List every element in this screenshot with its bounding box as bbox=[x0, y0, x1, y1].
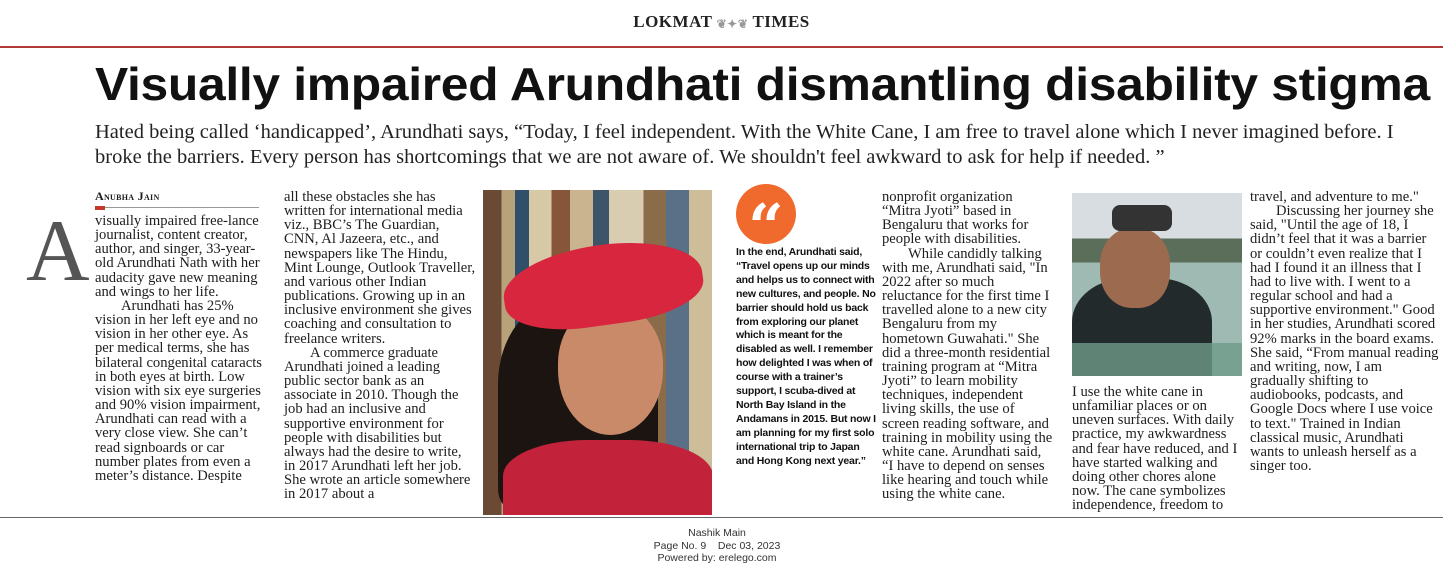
masthead-divider bbox=[0, 46, 1443, 48]
byline: Anubha Jain bbox=[95, 189, 160, 203]
byline-rule bbox=[95, 207, 259, 208]
masthead-left: LOKMAT bbox=[633, 12, 713, 31]
paragraph: travel, and adventure to me." bbox=[1250, 189, 1419, 205]
page-date: Page No. 9 Dec 03, 2023 bbox=[653, 539, 781, 552]
article-column-2 bbox=[284, 190, 476, 501]
paragraph: A commerce graduate Arundhati joined a leading public sector bank as an associate in 2010. Though the job had an inclusive and supportive environment for people with disabilities but always had the desire to write, in 2017 Arundhati left her job. She wrote an article somewhere in 2017 about a bbox=[284, 344, 471, 503]
masthead-logo bbox=[0, 12, 1443, 32]
quote-mark-icon: “ bbox=[736, 184, 796, 244]
edition-label: Nashik Main bbox=[688, 527, 746, 539]
paragraph: I use the white cane in unfamiliar places or on uneven surfaces. With daily practice, my awkwardness and fear have reduced, and I have started walking and doing other chores alone now. The cane symbolizes independence, freedom to bbox=[1072, 384, 1238, 514]
paragraph: visually impaired free-lance journalist, content creator, author, and singer, 33-year-old Arundhati Nath with her audacity gave new meaning and wings to her life. bbox=[95, 213, 260, 300]
paragraph: Discussing her journey she said, "Until the age of 18, I didn’t feel that it was a barrier or couldn’t even realize that I had I found it an illness that I had to live with. I went to a regular school and had a supportive environment." Good in her studies, Arundhati scored 92% marks in the board exams. She said, “From manual reading and writing, now, I am gradually shifting to audiobooks, podcasts, and Google Docs where I use voice to text." Trained in Indian classical music, Arundhati wants to unleash herself as a singer too. bbox=[1250, 203, 1439, 474]
article-column-4 bbox=[882, 190, 1054, 501]
paragraph: all these obstacles she has written for international media viz., BBC’s The Guardian, CNN, Al Jazeera, etc., and newspapers like The Hindu, Mint Lounge, Outlook Traveller, and various other Indian publications. Growing up in an inclusive environment she gives coaching and consultation to freelance writers. bbox=[284, 189, 476, 347]
pull-quote: In the end, Arundhati said, “Travel opens up our minds and helps us to connect with new cultures, and people. No barrier should hold us back from exploring our planet which is meant for the disabled as well. I remember how delighted I was when of course with a trainer’s support, I scuba-dived at North Bay Island in the Andamans in 2015. But now I am planning for my first solo international trip to Japan and Hong Kong next year.” bbox=[736, 246, 876, 467]
paragraph: Arundhati has 25% vision in her left eye and no vision in her other eye. As per medical terms, she has bilateral congenital cataracts in both eyes at birth. Low vision with six eye surgeries and 90% vision impairment, Arundhati can read with a very close view. She can’t read signboards or car number plates from even a meter’s distance. Despite bbox=[95, 297, 262, 484]
drop-cap: A bbox=[26, 203, 90, 300]
deck: Hated being called ‘handicapped’, Arundhati says, “Today, I feel independent. With the White Cane, I am free to travel alone which I never imagined before. I broke the barriers. Every person has shortcomings that we are not aware of. We shouldn't feel awkward to ask for help if needed. ” bbox=[95, 121, 1394, 168]
powered-by-link[interactable]: Powered by: erelego.com bbox=[657, 552, 777, 564]
article-column-1 bbox=[95, 214, 265, 483]
footer bbox=[0, 527, 1434, 565]
headline: Visually impaired Arundhati dismantling disability stigma bbox=[95, 58, 1430, 110]
scuba-photo bbox=[1072, 193, 1242, 376]
article-column-5 bbox=[1072, 385, 1244, 512]
masthead-right: TIMES bbox=[752, 12, 810, 31]
portrait-photo bbox=[483, 190, 712, 515]
bottom-divider bbox=[0, 517, 1443, 518]
byline-accent bbox=[95, 206, 105, 210]
emblem-icon: ❦✦❦ bbox=[716, 17, 749, 32]
article-column-6 bbox=[1250, 190, 1440, 473]
paragraph: nonprofit organization “Mitra Jyoti” based in Bengaluru that works for people with disabilities. bbox=[882, 189, 1029, 248]
paragraph: While candidly talking with me, Arundhati said, "In 2022 after so much reluctance for the first time I travelled alone to a new city Bengaluru from my hometown Guwahati." She did a three-month residential training program at “Mitra Jyoti” to learn mobility techniques, independent living skills, the use of screen reading software, and training in mobility using the white cane. Arundhati said, “I have to depend on senses like hearing and touch while using the white cane. bbox=[882, 245, 1053, 503]
